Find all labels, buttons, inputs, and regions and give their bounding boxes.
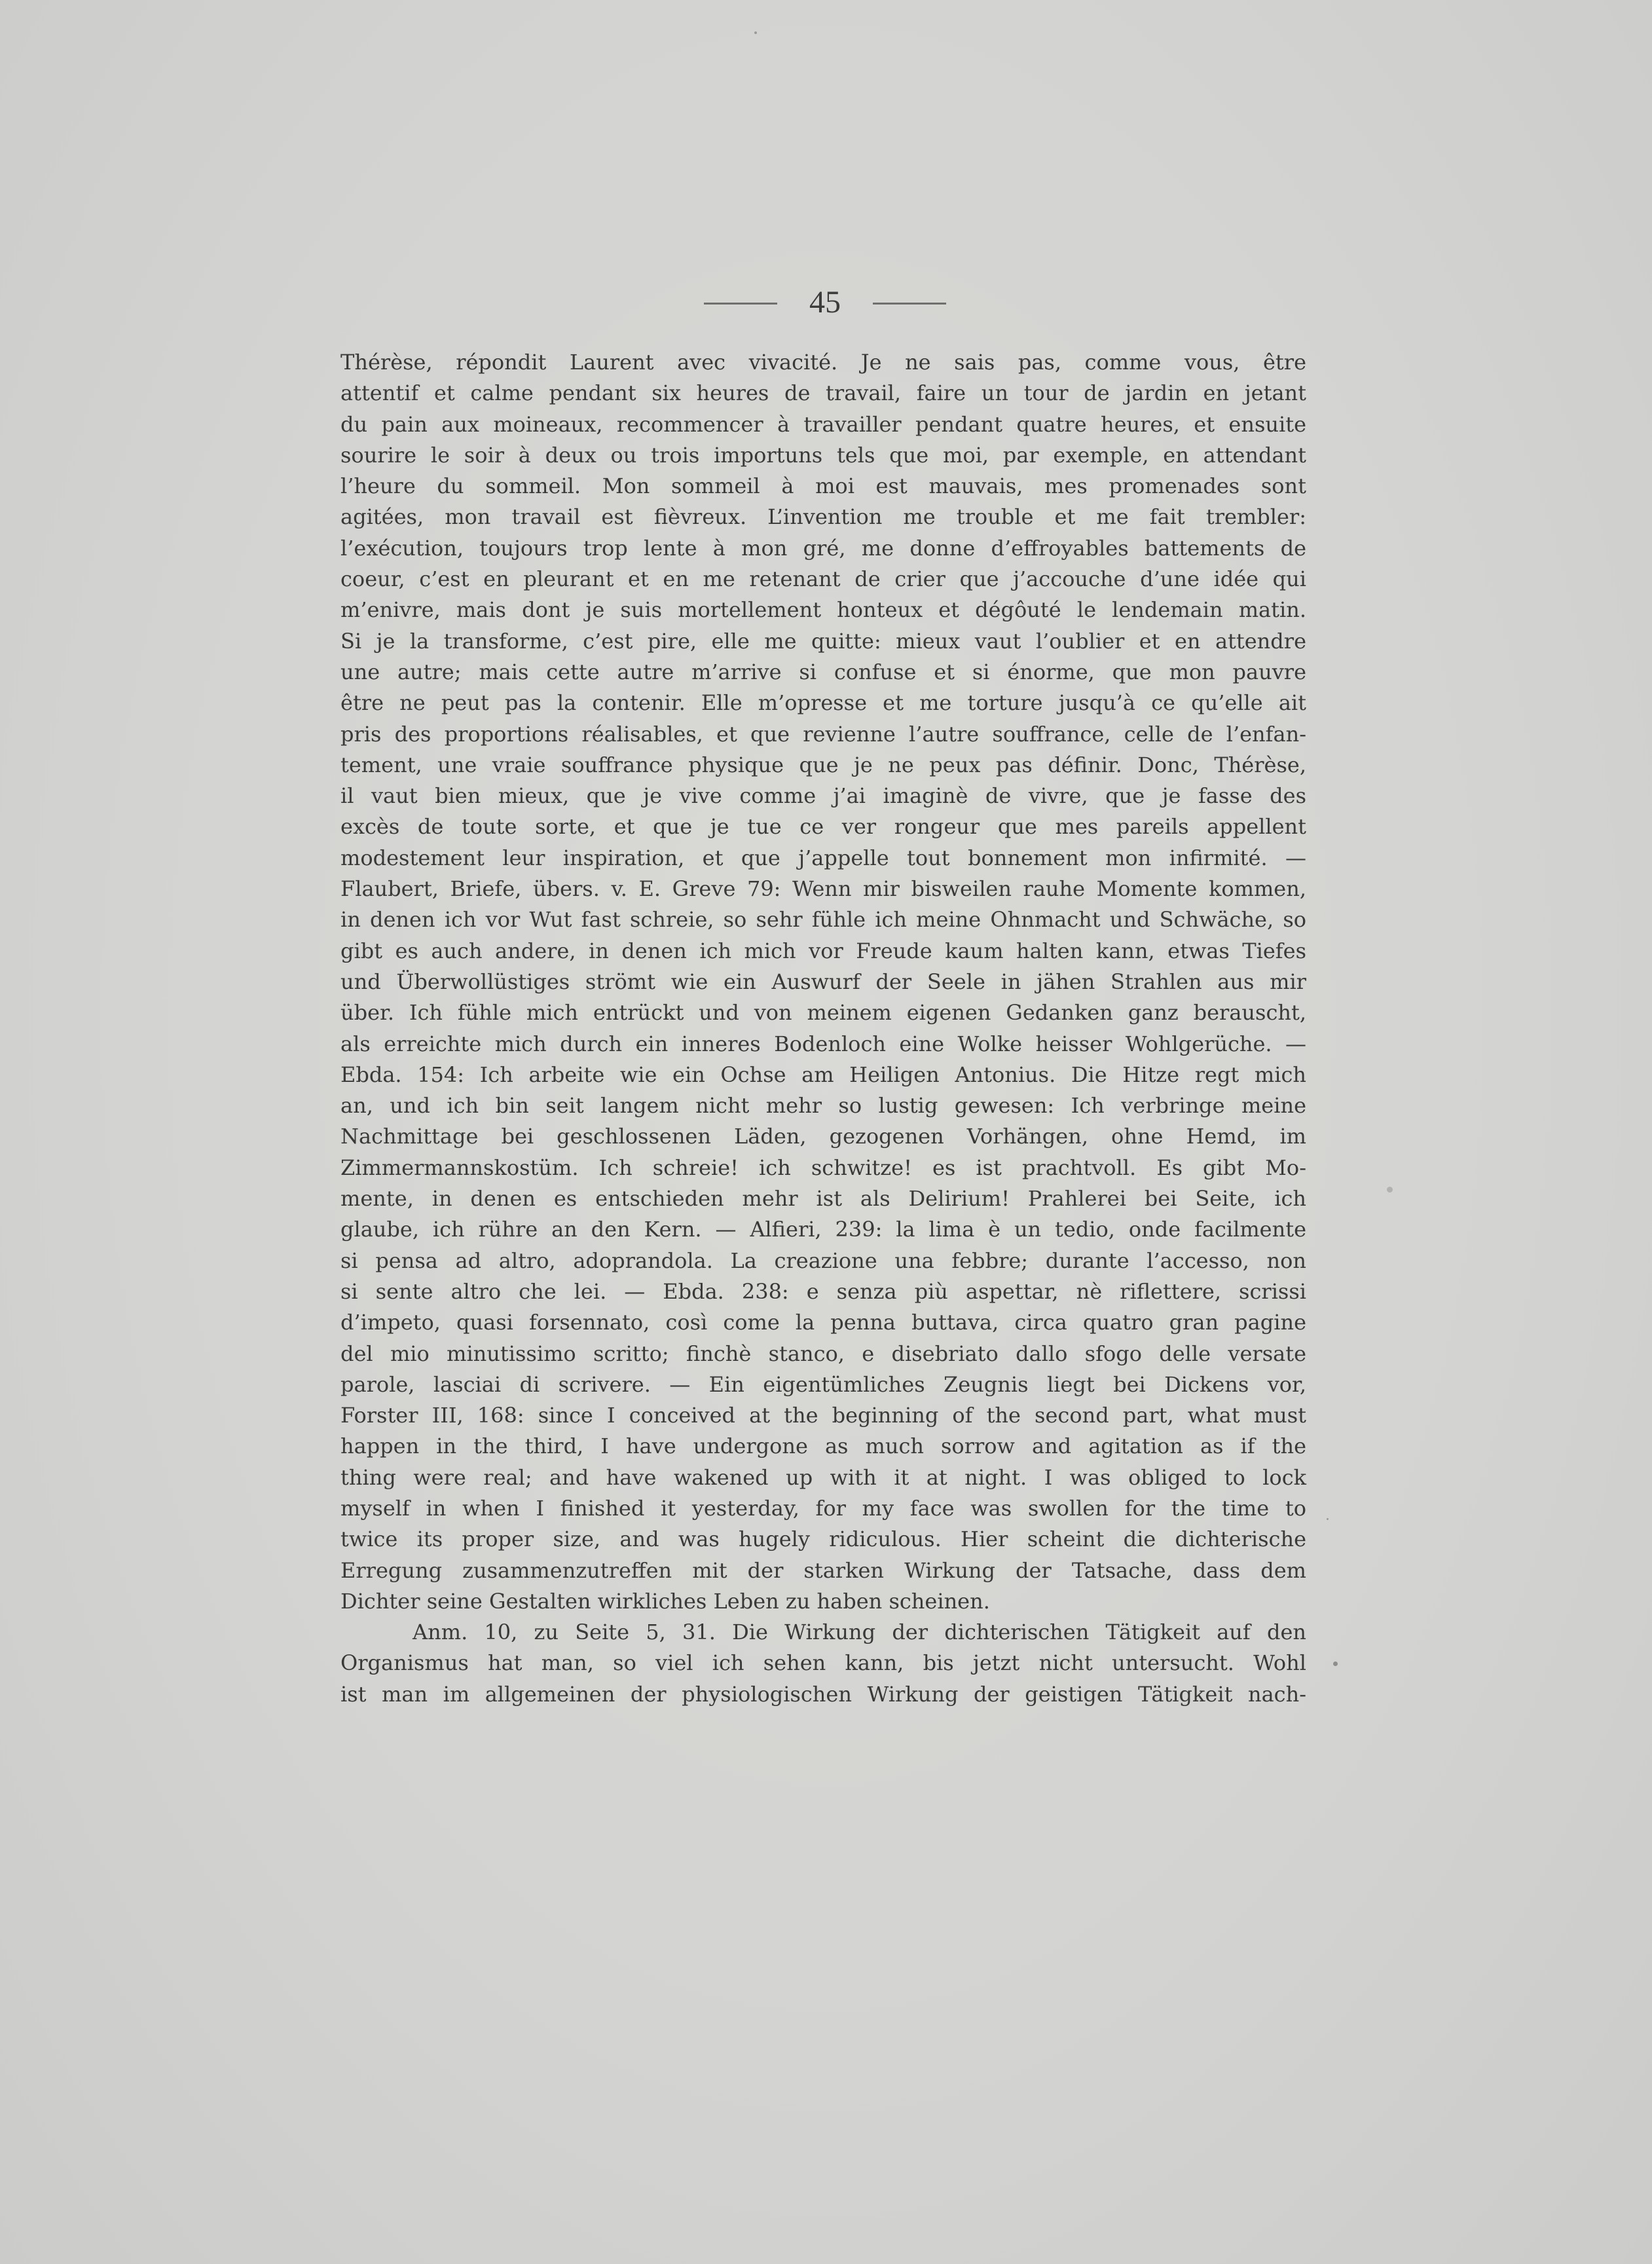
text-line: tement, une vraie souffrance physique que je ne peux pas définir. Donc, Thérèse, [340, 752, 1306, 777]
text-line: coeur, c’est en pleurant et en me retenant de crier que j’accouche d’une idée qui [340, 566, 1306, 592]
text-line: si sente altro che lei. — Ebda. 238: e senza più aspettar, nè riflettere, scrissi [340, 1278, 1306, 1304]
text-line: d’impeto, quasi forsennato, così come la penna buttava, circa quatro gran pagine [340, 1310, 1306, 1335]
text-line: attentif et calme pendant six heures de travail, faire un tour de jardin en jetant [340, 380, 1306, 406]
body-text [340, 347, 1306, 1710]
text-line: mente, in denen es entschieden mehr ist als Delirium! Prahlerei bei Seite, ich [340, 1186, 1306, 1212]
paper-speck [754, 31, 757, 34]
text-line: agitées, mon travail est fièvreux. L’invention me trouble et me fait trembler: [340, 504, 1306, 530]
text-line: myself in when I finished it yesterday, for my face was swollen for the time to [340, 1495, 1306, 1521]
text-line: Dichter seine Gestalten wirkliches Leben zu haben scheinen. [340, 1588, 990, 1614]
text-line: il vaut bien mieux, que je vive comme j’ai imaginè de vivre, que je fasse des [340, 783, 1306, 809]
text-line: Si je la transforme, c’est pire, elle me quitte: mieux vaut l’oublier et en attendre [340, 628, 1306, 654]
text-line: über. Ich fühle mich entrückt und von meinem eigenen Gedanken ganz berauscht, [340, 1000, 1306, 1026]
text-line: happen in the third, I have undergone as much sorrow and agitation as if the [340, 1434, 1306, 1459]
text-line: une autre; mais cette autre m’arrive si confuse et si énorme, que mon pauvre [340, 659, 1306, 684]
page-header [0, 285, 1652, 334]
text-line: Ebda. 154: Ich arbeite wie ein Ochse am Heiligen Antonius. Die Hitze regt mich [340, 1062, 1306, 1087]
text-line: être ne peut pas la contenir. Elle m’opresse et me torture jusqu’à ce qu’elle ait [340, 690, 1306, 716]
page-number: 45 [809, 285, 841, 320]
text-line: Organismus hat man, so viel ich sehen kann, bis jetzt nicht untersucht. Wohl [340, 1650, 1306, 1676]
text-line: Nachmittage bei geschlossenen Läden, gezogenen Vorhängen, ohne Hemd, im [340, 1124, 1306, 1149]
paper-speck [1387, 1187, 1393, 1193]
text-line: excès de toute sorte, et que je tue ce ver rongeur que mes pareils appellent [340, 814, 1306, 840]
text-line: pris des proportions réalisables, et que revienne l’autre souffrance, celle de l’enfan- [340, 721, 1306, 747]
text-line: Erregung zusammenzutreffen mit der starken Wirkung der Tatsache, dass dem [340, 1557, 1306, 1583]
text-line: modestement leur inspiration, et que j’appelle tout bonnement mon infirmité. — [340, 845, 1306, 870]
text-line: gibt es auch andere, in denen ich mich vor Freude kaum halten kann, etwas Tiefes [340, 938, 1306, 963]
text-line: glaube, ich rühre an den Kern. — Alfieri, 239: la lima è un tedio, onde facilmente [340, 1217, 1306, 1242]
text-line: Zimmermannskostüm. Ich schreie! ich schwitze! es ist prachtvoll. Es gibt Mo- [340, 1155, 1306, 1180]
header-rule-left [704, 303, 777, 305]
text-line: twice its proper size, and was hugely ridiculous. Hier scheint die dichterische [340, 1527, 1306, 1552]
text-line: thing were real; and have wakened up with it at night. I was obliged to lock [340, 1464, 1306, 1490]
text-line: si pensa ad altro, adoprandola. La creazione una febbre; durante l’accesso, non [340, 1248, 1306, 1273]
header-rule-right [873, 303, 946, 305]
text-line: parole, lasciai di scrivere. — Ein eigentümliches Zeugnis liegt bei Dickens vor, [340, 1371, 1306, 1397]
text-line: l’heure du sommeil. Mon sommeil à moi est mauvais, mes promenades sont [340, 473, 1306, 499]
text-line: Forster III, 168: since I conceived at the beginning of the second part, what must [340, 1403, 1306, 1428]
text-line: an, und ich bin seit langem nicht mehr so lustig gewesen: Ich verbringe meine [340, 1093, 1306, 1119]
text-line: und Überwollüstiges strömt wie ein Auswurf der Seele in jähen Strahlen aus mir [340, 969, 1306, 994]
paper-speck [1327, 1518, 1329, 1520]
text-line: sourire le soir à deux ou trois importuns tels que moi, par exemple, en attendant [340, 442, 1306, 468]
text-line: als erreichte mich durch ein inneres Bodenloch eine Wolke heisser Wohlgerüche. — [340, 1031, 1306, 1056]
text-line: l’exécution, toujours trop lente à mon gré, me donne d’effroyables battements de [340, 535, 1306, 561]
text-line: Thérèse, répondit Laurent avec vivacité. Je ne sais pas, comme vous, être [340, 350, 1306, 375]
text-line: in denen ich vor Wut fast schreie, so sehr fühle ich meine Ohnmacht und Schwäche, so [340, 907, 1306, 933]
text-line: du pain aux moineaux, recommencer à travailler pendant quatre heures, et ensuite [340, 411, 1306, 437]
text-line: del mio minutissimo scritto; finchè stanco, e disebriato dallo sfogo delle versate [340, 1341, 1306, 1366]
text-line: ist man im allgemeinen der physiologischen Wirkung der geistigen Tätigkeit nach- [340, 1681, 1306, 1707]
text-line: Anm. 10, zu Seite 5, 31. Die Wirkung der dichterischen Tätigkeit auf den [413, 1620, 1306, 1645]
paper-speck [1333, 1661, 1338, 1666]
text-line: m’enivre, mais dont je suis mortellement honteux et dégôuté le lendemain matin. [340, 597, 1306, 623]
text-line: Flaubert, Briefe, übers. v. E. Greve 79: Wenn mir bisweilen rauhe Momente kommen, [340, 876, 1306, 902]
